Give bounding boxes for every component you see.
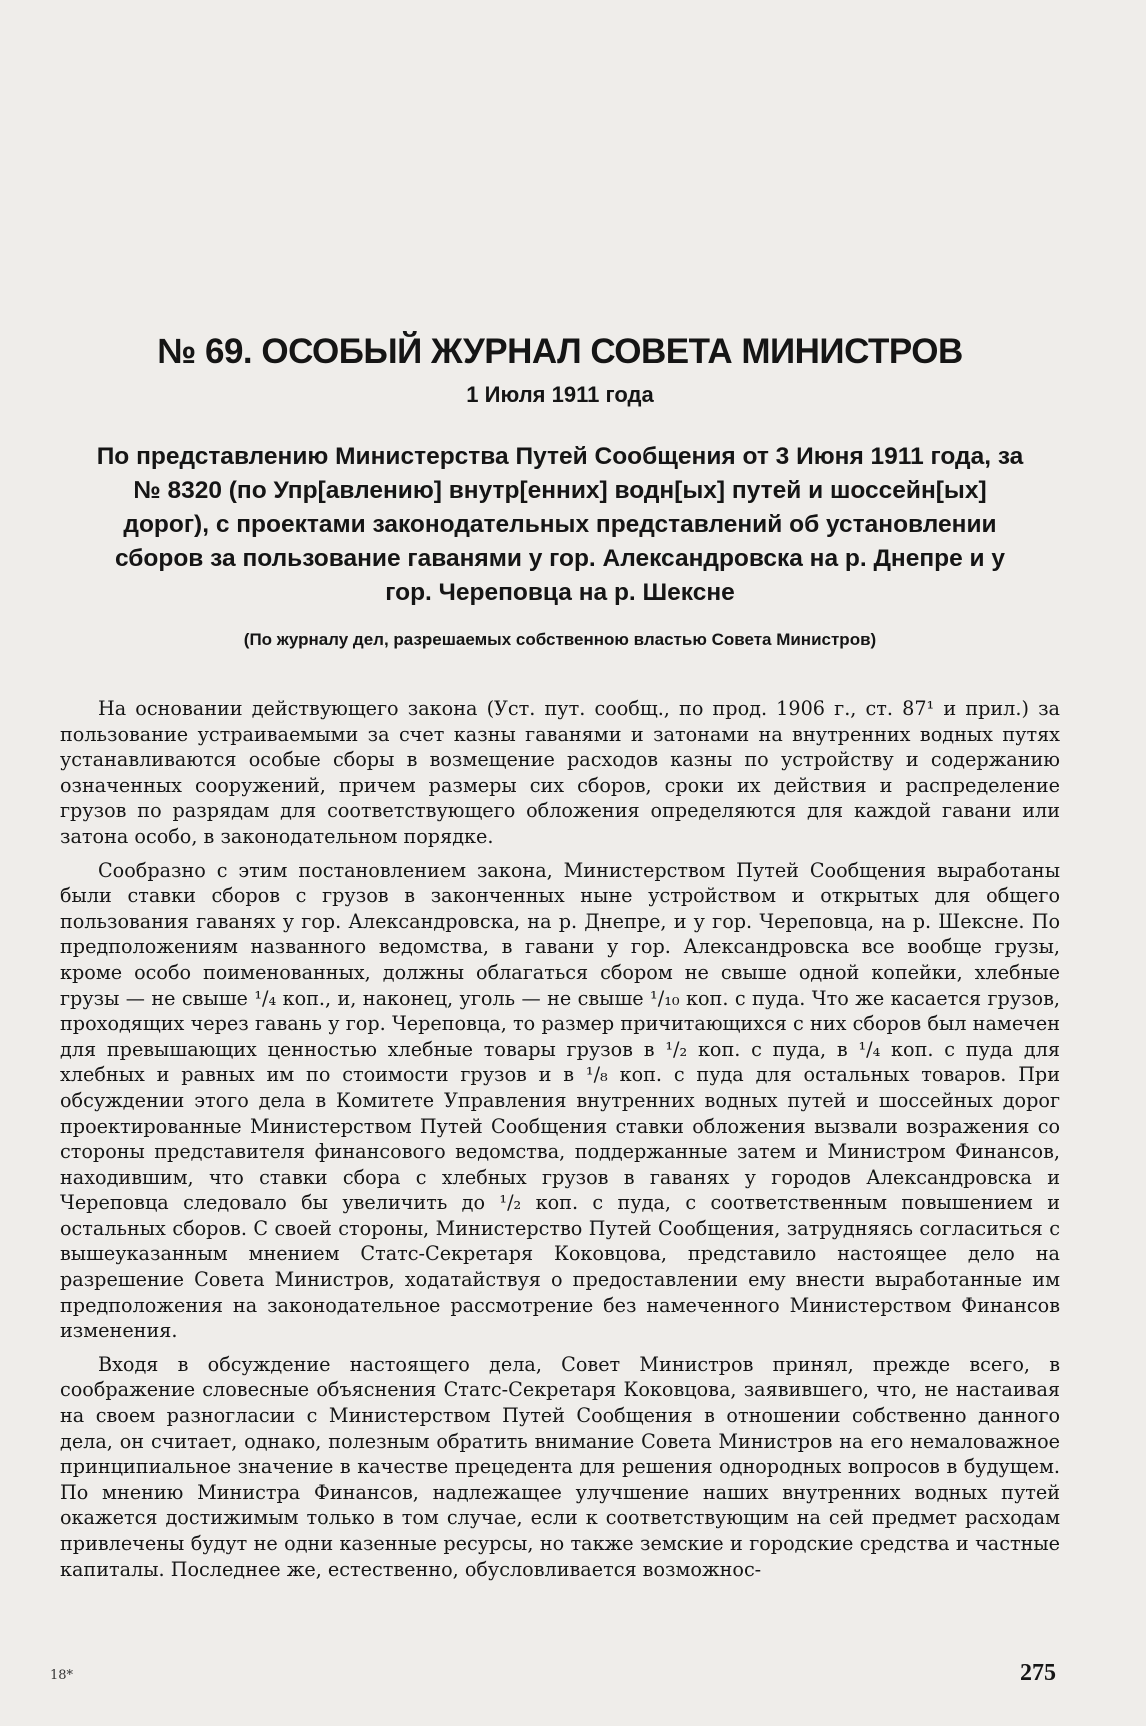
signature-mark: 18* <box>50 1668 74 1683</box>
document-content <box>60 330 1060 1590</box>
paragraph: Сообразно с этим постановлением закона, Министерством Путей Сообщения выработаны были ставки сборов с грузов в законченных ныне устройством и открытых для общего пользования гаванях у гор. Александровска, на р. Днепре, и у гор. Череповца, на р. Шексне. По предположениям названного ведомства, в гавани у гор. Александровска все вообще грузы, кроме особо поименованных, должны облагаться сбором не свыше одной копейки, хлебные грузы — не свыше ¹/₄ коп., и, наконец, уголь — не свыше ¹/₁₀ коп. с пуда. Что же касается грузов, проходящих через гавань у гор. Череповца, то размер причитающихся с них сборов был намечен для превышающих ценностью хлебные товары грузов в ¹/₂ коп. с пуда, в ¹/₄ коп. с пуда для хлебных и равных им по стоимости грузов и в ¹/₈ коп. с пуда для остальных товаров. При обсуждении этого дела в Комитете Управления внутренних водных путей и шоссейных дорог проектированные Министерством Путей Сообщения ставки обложения вызвали возражения со стороны представителя финансового ведомства, поддержанные затем и Министром Финансов, находившим, что ставки сбора с хлебных грузов в гаванях у городов Александровска и Череповца следовало бы увеличить до ¹/₂ коп. с пуда, с соответственным повышением и остальных сборов. С своей стороны, Министерство Путей Сообщения, затрудняясь согласиться с вышеуказанным мнением Статс-Секретаря Коковцова, представило настоящее дело на разрешение Совета Министров, ходатайствуя о предоставлении ему внести выработанные им предположения на законодательное рассмотрение без намеченного Министерством Финансов изменения. <box>60 858 1060 1343</box>
document-body <box>60 696 1060 1582</box>
document-date: 1 Июля 1911 года <box>466 382 654 407</box>
paragraph: На основании действующего закона (Уст. пут. сообщ., по прод. 1906 г., ст. 87¹ и прил.) за пользование устраиваемыми за счет казны гаванями и затонами на внутренних водных путях устанавливаются особые сборы в возмещение расходов казны по устройству и содержанию означенных сооружений, причем размеры сих сборов, сроки их действия и распределение грузов по разрядам для соответствующего обложения определяются для каждой гавани или затона особо, в законодательном порядке. <box>60 697 1060 848</box>
document-note: (По журналу дел, разрешаемых собственною властью Совета Министров) <box>243 630 877 649</box>
document-title: № 69. ОСОБЫЙ ЖУРНАЛ СОВЕТА МИНИСТРОВ <box>157 332 963 371</box>
document-subtitle: По представлению Министерства Путей Сообщения от 3 Июня 1911 года, за № 8320 (по Упр[авлению] внутр[енних] водн[ых] путей и шоссейн[ых] дорог), с проектами законодательных представлений об установлении сборов за пользование гаванями у гор. Александровска на р. Днепре и у гор. Череповца на р. Шексне <box>96 443 1024 606</box>
page-number: 275 <box>1020 1660 1056 1686</box>
paragraph: Входя в обсуждение настоящего дела, Совет Министров принял, прежде всего, в соображение словесные объяснения Статс-Секретаря Коковцова, заявившего, что, не настаивая на своем разногласии с Министерством Путей Сообщения в отношении собственно данного дела, он считает, однако, полезным обратить внимание Совета Министров на его немаловажное принципиальное значение в качестве прецедента для решения однородных вопросов в будущем. По мнению Министра Финансов, надлежащее улучшение наших внутренних водных путей окажется достижимым только в том случае, если к соответствующим на сей предмет расходам привлечены будут не одни казенные ресурсы, но также земские и городские средства и частные капиталы. Последнее же, естественно, обусловливается возможнос- <box>60 1352 1060 1581</box>
